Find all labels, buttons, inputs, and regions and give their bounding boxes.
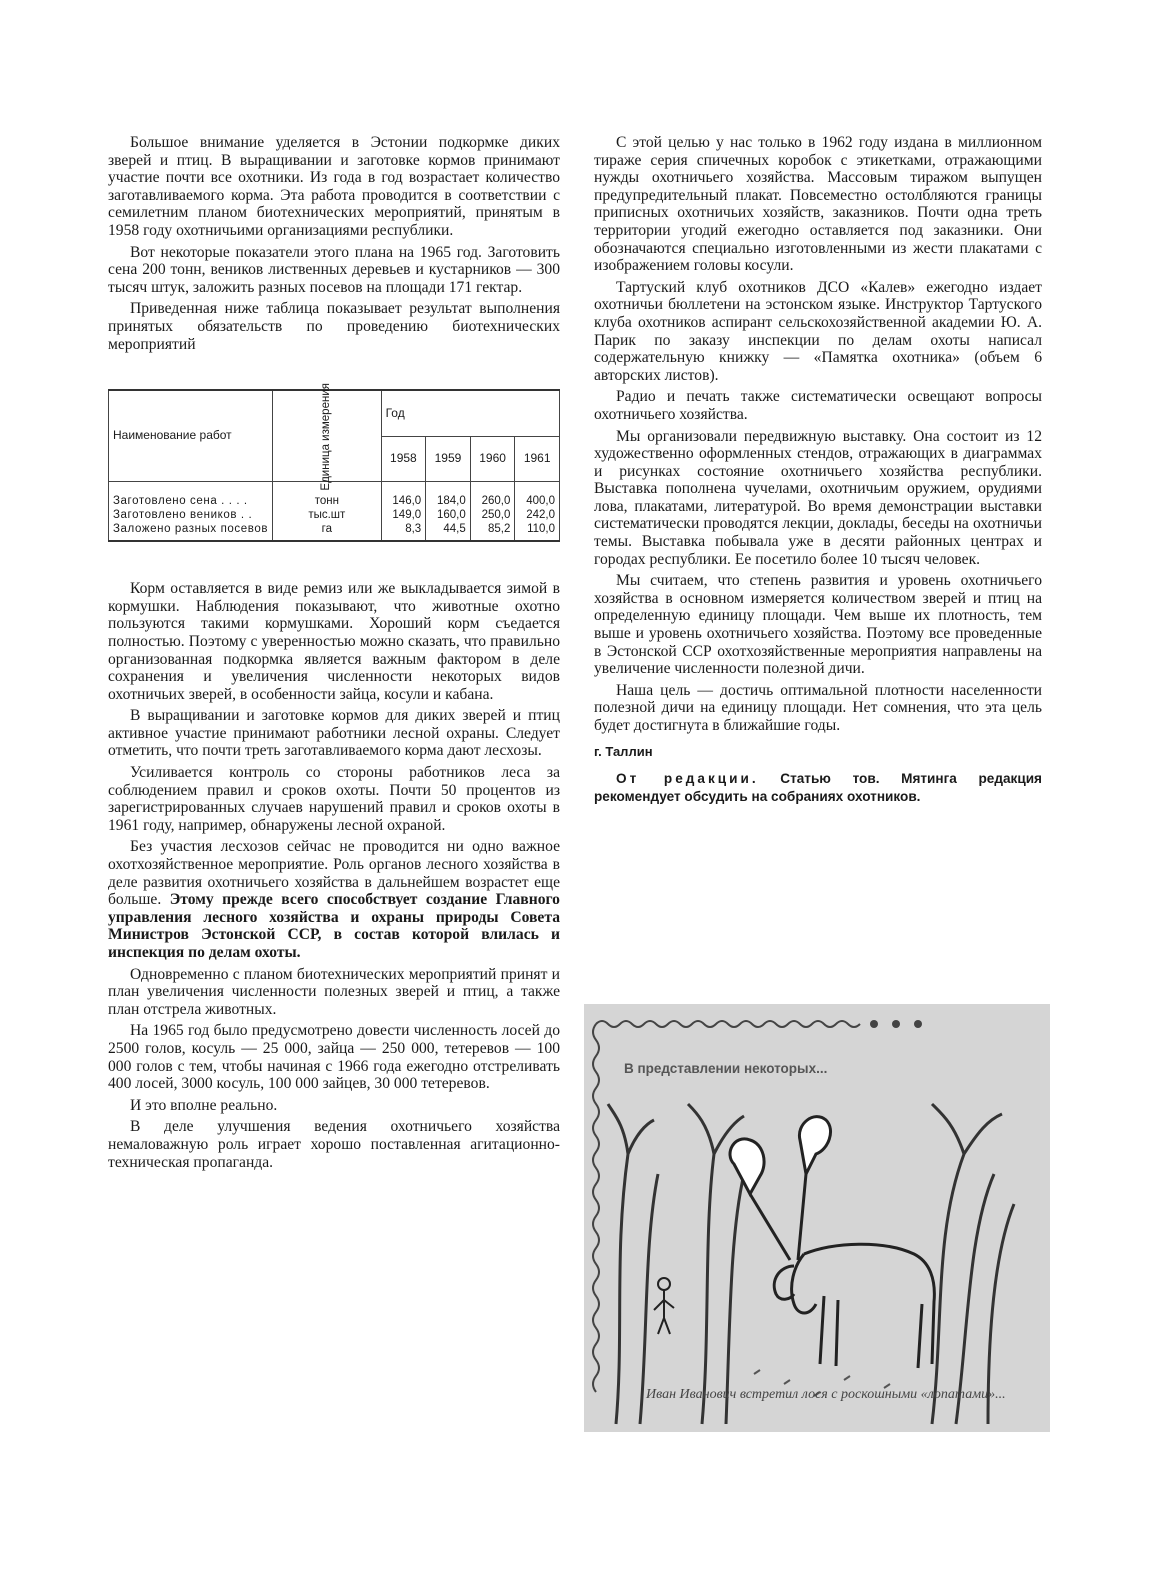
border-dot	[892, 1020, 900, 1028]
cartoon-illustration	[584, 1004, 1050, 1432]
header-year: Год	[381, 390, 559, 436]
values-1958-cell	[381, 482, 426, 542]
paragraph: Радио и печать также систематически освещают вопросы охотничьего хозяйства.	[594, 388, 1042, 423]
header-year-1959: 1959	[426, 436, 471, 481]
header-year-1961: 1961	[515, 436, 560, 481]
row-name-crops: Заложено разных посевов	[113, 523, 269, 536]
header-year-1958: 1958	[381, 436, 426, 481]
row-name-brooms: Заготовлено веников . .	[113, 509, 253, 522]
border-dot	[914, 1020, 922, 1028]
table-cell: 110,0	[527, 523, 555, 536]
shovel-antlers-icon	[730, 1117, 831, 1260]
table-cell: 184,0	[437, 495, 466, 508]
border-dot	[870, 1020, 878, 1028]
cartoon-caption: Иван Иванович встретил лося с роскошными «лопатами»...	[646, 1387, 1006, 1402]
tree-left	[608, 1104, 658, 1424]
header-work-name: Наименование работ	[109, 390, 273, 482]
table-cell: 250,0	[481, 509, 511, 522]
results-table-wrapper	[108, 382, 560, 542]
tree-right	[932, 1104, 1014, 1424]
paragraph-text: Без участия лесхозов сейчас не проводится ни одно важное охотхозяйственное мероприятие. Роль органов лесного хозяйства в деле развития охотничьего хозяйства в дальнейшем возрастет еще больше.	[108, 838, 560, 909]
table-cell: 160,0	[437, 509, 466, 522]
paragraph: Корм оставляется в виде ремиз или же выкладывается зимой в кормушки. Наблюдения показывают, что животные охотно пользуются такими кормушками. Хороший корм съедается полностью. Поэтому с уверенностью можно сказать, что правильно организованная подкормка является важным фактором в деле сохранения и увеличения численности некоторых видов охотничьих зверей, в особенности зайца, косули и кабана.	[108, 580, 560, 703]
row-unit-hay: тонн	[314, 495, 339, 508]
cartoon-border-left	[593, 1024, 599, 1392]
paragraph: Мы считаем, что степень развития и уровень охотничьего хозяйства в основном измеряется количеством зверей и птиц на определенную единицу площади. Чем выше их плотность, тем выше и уровень охотничьего хозяйства. Поэтому все проведенные в Эстонской ССР охотхозяйственные мероприятия направлены на увеличение численности полезной дичи.	[594, 572, 1042, 678]
cartoon-title: В представлении некоторых...	[624, 1061, 828, 1076]
table-cell: 44,5	[443, 523, 466, 536]
table-cell: 400,0	[526, 495, 555, 508]
editorial-lead: От редакции.	[616, 771, 759, 787]
header-unit	[273, 382, 382, 491]
paragraph: В деле улучшения ведения охотничьего хозяйства немаловажную роль играет хорошо поставленная агитационно-техническая пропаганда.	[108, 1118, 560, 1171]
row-unit-crops: га	[321, 523, 332, 536]
values-1959-cell	[426, 482, 471, 542]
place-signature: г. Таллин	[594, 743, 653, 759]
paragraph: Большое внимание уделяется в Эстонии подкормке диких зверей и птиц. В выращивании и заготовке кормов принимают участие почти все охотники. Из года в год возрастает количество заготавливаемого корма. Эта работа проводится в соответствии с семилетним планом биотехнических мероприятий, принятым в 1958 году охотничьими организациями республики.	[108, 134, 560, 239]
header-year-1960: 1960	[470, 436, 515, 481]
table-cell: 8,3	[405, 523, 422, 536]
table-cell: 242,0	[526, 509, 555, 522]
cartoon-border-top	[596, 1021, 860, 1027]
paragraph: Вот некоторые показатели этого плана на 1965 год. Заготовить сена 200 тонн, веников лиственных деревьев и кустарников — 300 тысяч штук, заложить разных посевов на площади 171 гектар.	[108, 243, 560, 296]
editorial-note	[594, 770, 1042, 806]
left-column	[108, 134, 560, 1175]
paragraph: В выращивании и заготовке кормов для диких зверей и птиц активное участие принимают работники лесной охраны. Следует отметить, что почти треть заготавливаемого корма дают лесхозы.	[108, 707, 560, 760]
paragraph: Тартуский клуб охотников ДСО «Калев» ежегодно издает охотничьи бюллетени на эстонском языке. Инструктор Тартуского клуба охотников аспирант сельскохозяйственной академии Ю. А. Парик по заказу инспекции по делам охоты написал содержательную книжку — «Памятка охотника» (объем 6 авторских листов).	[594, 278, 1042, 384]
table-cell: 146,0	[392, 495, 422, 508]
table-cell: 149,0	[392, 509, 422, 522]
table-cell: 85,2	[487, 523, 511, 536]
values-1961-cell	[515, 482, 560, 542]
paragraph: Мы организовали передвижную выставку. Она состоит из 12 художественно оформленных стендов, отражающих в диаграммах и рисунках состояние охотничьего хозяйства республики. Выставка пополнена чучелами, охотничьим оружием, орудиями лова, плакатами, литературой. Во время демонстрации выставки систематически проводятся лекции, доклады, беседы на охотничьи темы. Выставка побывала уже в десяти районных центрах и городах республики. Ее посетило более 10 тысяч человек.	[594, 427, 1042, 568]
paragraph: И это вполне реально.	[130, 1096, 278, 1114]
paragraph: Усиливается контроль со стороны работников леса за соблюдением правил и сроков охоты. Почти 50 процентов из зарегистрированных случаев нарушений правил и сроков охоты в 1961 году, например, обнаружены лесной охраной.	[108, 764, 560, 834]
values-1960-cell	[470, 482, 515, 542]
header-unit-label: Единица измерения	[320, 382, 333, 491]
paragraph-bold-text: Этому прежде всего способствует создание Главного управления лесного хозяйства и охраны природы Совета Министров Эстонской ССР, в состав которой влилась и инспекция по делам охоты.	[108, 891, 560, 961]
paragraph: С этой целью у нас только в 1962 году издана в миллионном тираже серия спичечных коробок с этикетками, отражающими нужды охотничьего хозяйства. Массовым тиражом выпущен предупредительный плакат. Повсеместно остолбляются границы приписных охотничьих хозяйств, заказников. Почти одна треть территории угодий ежегодно оставляется под заказники. Они обозначаются специально изготовленными из жести плакатами с изображением головы косули.	[594, 134, 1042, 275]
names-cell	[109, 482, 273, 542]
table-cell: 260,0	[481, 495, 511, 508]
hunter-figure-icon	[654, 1278, 674, 1334]
results-table	[108, 382, 560, 542]
row-name-hay: Заготовлено сена . . . .	[113, 495, 248, 508]
paragraph: Одновременно с планом биотехнических мероприятий принят и план увеличения численности полезных зверей и птиц, а также план отстрела животных.	[108, 965, 560, 1018]
right-column	[594, 134, 1042, 810]
moose-body	[792, 1244, 935, 1368]
paragraph: На 1965 год было предусмотрено довести численность лосей до 2500 голов, косуль — 25 000, зайца — 250 000, тетеревов — 100 000 голов с тем, чтобы начиная с 1966 года ежегодно отстреливать 400 лосей, 3000 косуль, 100 000 зайцев, 30 000 тетеревов.	[108, 1022, 560, 1093]
editorial-text: Статью тов. Мятинга редакция рекомендует обсудить на собраниях охотников.	[594, 771, 1042, 805]
row-unit-brooms: тыс.шт	[308, 509, 346, 522]
paragraph	[108, 838, 560, 961]
paragraph: Наша цель — достичь оптимальной плотности населенности полезной дичи на единицу площади. Нет сомнения, что эта цель будет достигнута в ближайшие годы.	[594, 681, 1042, 734]
paragraph: Приведенная ниже таблица показывает результат выполнения принятых обязательств по проведению биотехнических мероприятий	[108, 300, 560, 353]
